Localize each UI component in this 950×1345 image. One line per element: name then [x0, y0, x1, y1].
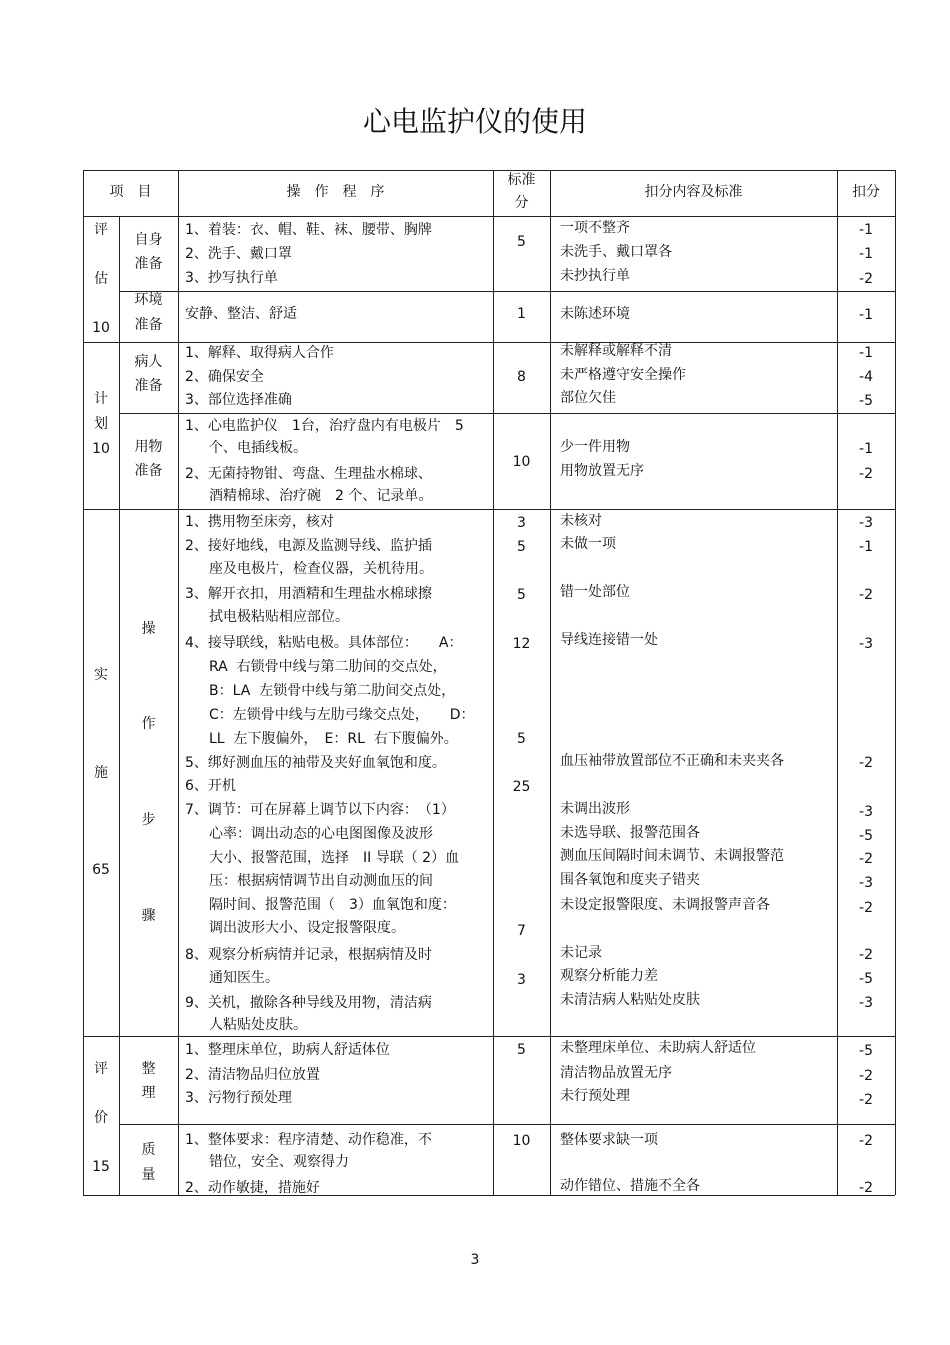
criteria-line: 未记录 [560, 945, 602, 961]
deduct-value: -5 [859, 393, 873, 409]
criteria-line: 少一件用物 [560, 439, 630, 455]
procedure-line: 1、心电监护仪 1台，治疗盘内有电极片 5 [185, 418, 464, 434]
criteria-line: 未洗手、戴口罩各 [560, 244, 672, 260]
standard-score: 5 [517, 234, 526, 250]
procedure-line: 1、解释、取得病人合作 [185, 345, 334, 361]
section-score: 65 [92, 862, 110, 878]
criteria-line: 测血压间隔时间未调节、未调报警范 [560, 848, 784, 864]
procedure-line: 2、无菌持物钳、弯盘、生理盐水棉球、 [185, 466, 432, 482]
criteria-line: 围各氧饱和度夹子错夹 [560, 872, 700, 888]
deduct-value: -2 [859, 851, 873, 867]
procedure-line: 1、着装：衣、帽、鞋、袜、腰带、胸牌 [185, 222, 432, 238]
section-score: 15 [92, 1159, 110, 1175]
table-border-right [895, 170, 896, 1195]
criteria-line: 未清洁病人粘贴处皮肤 [560, 992, 700, 1008]
procedure-line: 1、整理床单位，助病人舒适体位 [185, 1042, 390, 1058]
criteria-line: 观察分析能力差 [560, 968, 658, 984]
deduct-value: -2 [859, 1092, 873, 1108]
item-label: 用物 [134, 439, 163, 455]
standard-score: 7 [517, 923, 526, 939]
procedure-line: 座及电极片，检查仪器，关机待用。 [209, 561, 433, 577]
procedure-line: 人粘贴处皮肤。 [209, 1017, 307, 1033]
item-label: 准备 [134, 256, 163, 272]
procedure-line: 8、观察分析病情并记录，根据病情及时 [185, 947, 432, 963]
item-label: 整 [141, 1061, 156, 1077]
deduct-value: -2 [859, 1180, 873, 1196]
section-label: 划 [94, 416, 108, 432]
deduct-value: -4 [859, 369, 873, 385]
header-criteria: 扣分内容及标准 [644, 184, 743, 200]
criteria-line: 未设定报警限度、未调报警声音各 [560, 897, 770, 913]
item-label: 环境 [134, 292, 163, 308]
standard-score: 25 [512, 779, 531, 795]
standard-score: 5 [517, 1042, 526, 1058]
deduct-value: -1 [859, 345, 873, 361]
column-rule [178, 170, 179, 1195]
standard-score: 8 [517, 369, 526, 385]
procedure-line: 2、清洁物品归位放置 [185, 1067, 320, 1083]
procedure-line: 通知医生。 [209, 970, 279, 986]
criteria-line: 未陈述环境 [560, 306, 630, 322]
header-procedure: 操 作 程 序 [286, 184, 385, 200]
procedure-line: 2、洗手、戴口罩 [185, 246, 292, 262]
criteria-line: 用物放置无序 [560, 463, 644, 479]
procedure-line: LL 左下腹偏外， E：RL 右下腹偏外。 [209, 731, 458, 747]
criteria-line: 清洁物品放置无序 [560, 1065, 672, 1081]
deduct-value: -2 [859, 947, 873, 963]
standard-score: 10 [512, 454, 531, 470]
page-number: 3 [470, 1252, 480, 1268]
procedure-line: 安静、整洁、舒适 [185, 306, 297, 322]
criteria-line: 未整理床单位、未助病人舒适位 [560, 1040, 756, 1056]
criteria-line: 错一处部位 [560, 584, 630, 600]
item-label: 准备 [134, 378, 163, 394]
criteria-line: 动作错位、措施不全各 [560, 1178, 700, 1194]
procedure-line: 隔时间、报警范围（ 3）血氧饱和度： [209, 897, 456, 913]
section-rule [83, 1036, 895, 1037]
header-rule [83, 216, 895, 217]
standard-score: 10 [512, 1133, 531, 1149]
procedure-line: 5、绑好测血压的袖带及夹好血氧饱和度。 [185, 755, 446, 771]
procedure-line: 错位，安全、观察得力 [209, 1154, 349, 1170]
criteria-line: 导线连接错一处 [560, 632, 658, 648]
row-rule [119, 291, 895, 292]
section-label: 计 [94, 391, 108, 407]
deduct-value: -1 [859, 307, 873, 323]
deduct-value: -2 [859, 755, 873, 771]
document-title: 心电监护仪的使用 [362, 105, 587, 138]
deduct-value: -3 [859, 804, 873, 820]
section-label: 价 [94, 1110, 108, 1126]
criteria-line: 未选导联、报警范围各 [560, 825, 700, 841]
criteria-line: 未解释或解释不清 [560, 343, 672, 359]
deduct-value: -1 [859, 246, 873, 262]
criteria-line: 未抄执行单 [560, 268, 630, 284]
section-label: 评 [94, 222, 108, 238]
procedure-line: 2、动作敏捷，措施好 [185, 1180, 320, 1196]
section-rule [83, 509, 895, 510]
criteria-line: 未严格遵守安全操作 [560, 367, 686, 383]
item-label: 质 [141, 1142, 156, 1158]
item-label: 操 [141, 621, 156, 637]
procedure-line: 心率：调出动态的心电图图像及波形 [209, 826, 433, 842]
deduct-value: -2 [859, 466, 873, 482]
item-label: 准备 [134, 317, 163, 333]
standard-score: 5 [517, 587, 526, 603]
criteria-line: 未行预处理 [560, 1088, 630, 1104]
deduct-value: -2 [859, 1133, 873, 1149]
criteria-line: 一项不整齐 [560, 220, 630, 236]
section-label: 施 [94, 765, 108, 781]
procedure-line: 4、接导联线，粘贴电极。具体部位： A： [185, 635, 463, 651]
procedure-line: 3、抄写执行单 [185, 270, 278, 286]
header-deduct: 扣分 [852, 184, 880, 200]
procedure-line: 大小、报警范围，选择 II 导联（ 2）血 [209, 850, 460, 866]
deduct-value: -3 [859, 995, 873, 1011]
procedure-line: B：LA 左锁骨中线与第二肋间交点处， [209, 683, 456, 699]
procedure-line: 2、接好地线，电源及监测导线、监护插 [185, 538, 432, 554]
deduct-value: -5 [859, 828, 873, 844]
procedure-line: 3、解开衣扣，用酒精和生理盐水棉球擦 [185, 586, 432, 602]
section-score: 10 [92, 441, 110, 457]
section-label: 评 [94, 1061, 108, 1077]
deduct-value: -2 [859, 271, 873, 287]
item-label: 步 [141, 812, 156, 828]
row-rule [119, 413, 895, 414]
deduct-value: -2 [859, 900, 873, 916]
procedure-line: 1、携用物至床旁，核对 [185, 514, 334, 530]
header-score: 分 [514, 195, 529, 211]
deduct-value: -1 [859, 222, 873, 238]
procedure-line: 个、电插线板。 [209, 440, 307, 456]
procedure-line: 拭电极粘贴相应部位。 [209, 609, 349, 625]
item-label: 自身 [134, 232, 163, 248]
procedure-line: C：左锁骨中线与左肋弓缘交点处， D： [209, 707, 475, 723]
section-label: 实 [94, 667, 108, 683]
deduct-value: -3 [859, 515, 873, 531]
deduct-value: -2 [859, 587, 873, 603]
header-item: 项 目 [109, 184, 152, 200]
procedure-line: 7、调节：可在屏幕上调节以下内容： （1） [185, 802, 455, 818]
deduct-value: -1 [859, 441, 873, 457]
standard-score: 1 [517, 306, 526, 322]
table-border-top [83, 170, 895, 171]
deduct-value: -2 [859, 1068, 873, 1084]
item-label: 理 [141, 1085, 156, 1101]
procedure-line: 9、关机，撤除各种导线及用物，清洁病 [185, 995, 432, 1011]
row-rule [119, 1124, 895, 1125]
deduct-value: -5 [859, 1043, 873, 1059]
standard-score: 12 [512, 636, 531, 652]
procedure-line: 3、部位选择准确 [185, 392, 292, 408]
item-label: 病人 [134, 354, 163, 370]
criteria-line: 血压袖带放置部位不正确和未夹夹各 [560, 753, 784, 769]
procedure-line: 酒精棉球、治疗碗 2 个、记录单。 [209, 488, 433, 504]
column-rule [550, 170, 551, 1195]
procedure-line: 2、确保安全 [185, 369, 264, 385]
procedure-line: 压：根据病情调节出自动测血压的间 [209, 873, 433, 889]
item-label: 骤 [141, 908, 156, 924]
criteria-line: 未调出波形 [560, 801, 630, 817]
standard-score: 3 [517, 515, 526, 531]
item-label: 准备 [134, 463, 163, 479]
procedure-line: 6、开机 [185, 778, 236, 794]
deduct-value: -1 [859, 539, 873, 555]
criteria-line: 部位欠佳 [560, 390, 616, 406]
procedure-line: RA 右锁骨中线与第二肋间的交点处， [209, 659, 447, 675]
section-label: 估 [94, 271, 108, 287]
header-score: 标准 [507, 172, 536, 188]
deduct-value: -3 [859, 875, 873, 891]
criteria-line: 未做一项 [560, 536, 616, 552]
section-score: 10 [92, 320, 110, 336]
standard-score: 5 [517, 539, 526, 555]
item-label: 量 [141, 1167, 156, 1183]
procedure-line: 3、污物行预处理 [185, 1090, 292, 1106]
criteria-line: 整体要求缺一项 [560, 1132, 658, 1148]
standard-score: 5 [517, 731, 526, 747]
item-label: 作 [141, 716, 156, 732]
standard-score: 3 [517, 972, 526, 988]
procedure-line: 调出波形大小、设定报警限度。 [209, 920, 405, 936]
procedure-line: 1、整体要求：程序清楚、动作稳准，不 [185, 1132, 432, 1148]
section-rule [83, 342, 895, 343]
scoring-table [83, 170, 895, 1195]
deduct-value: -5 [859, 971, 873, 987]
criteria-line: 未核对 [560, 513, 602, 529]
deduct-value: -3 [859, 636, 873, 652]
